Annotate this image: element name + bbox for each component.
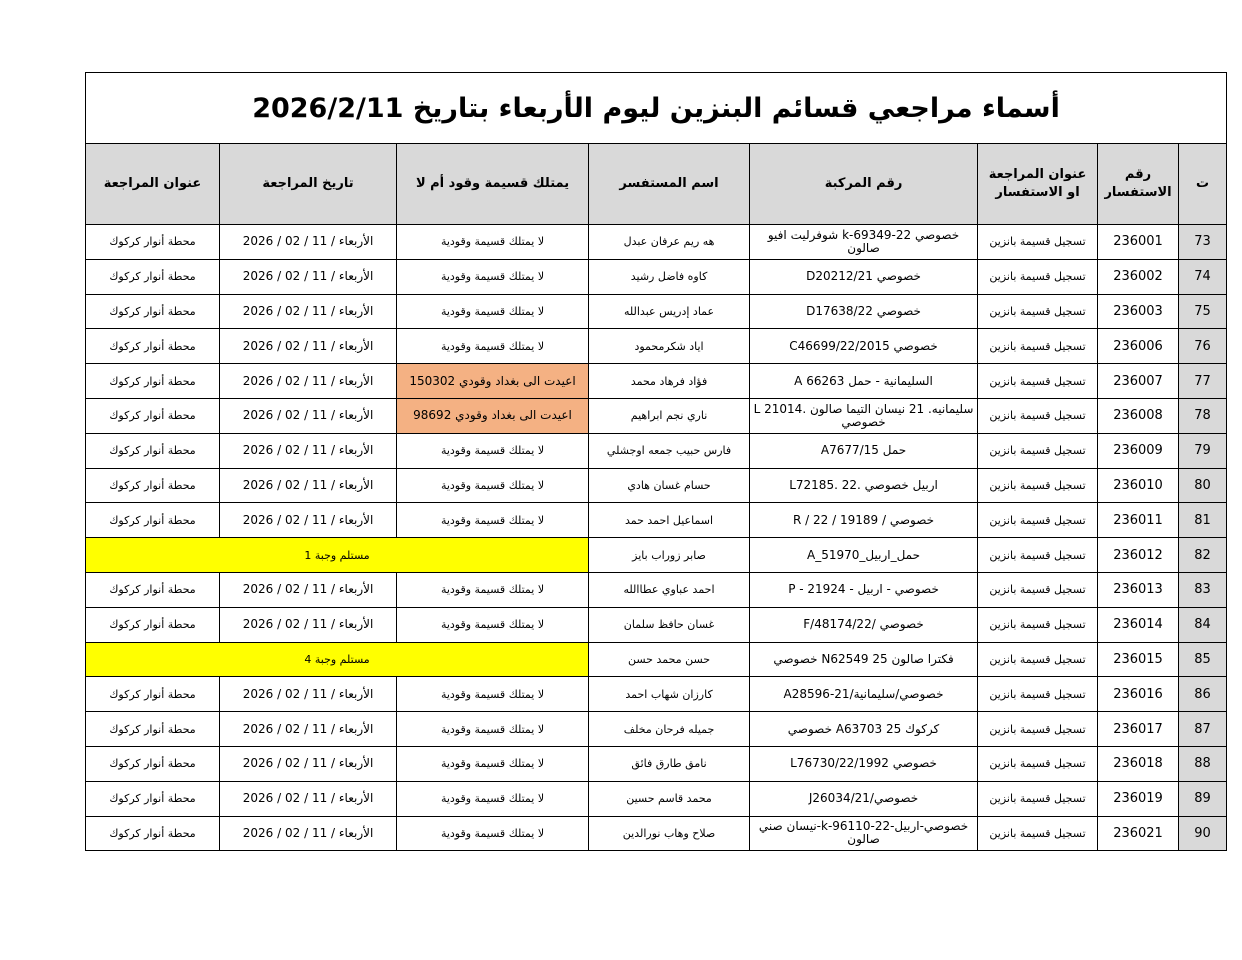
row-review-address: محطة أنوار كركوك xyxy=(86,259,220,294)
row-seq: 77 xyxy=(1179,364,1227,399)
row-review-title: تسجيل قسيمة بانزين xyxy=(978,746,1098,781)
header-vehicle-number: رقم المركبة xyxy=(750,144,978,225)
row-review-address: محطة أنوار كركوك xyxy=(86,781,220,816)
row-inquirer-name: ناري نجم ابراهيم xyxy=(589,398,750,433)
row-seq: 85 xyxy=(1179,642,1227,677)
table-row xyxy=(86,642,1227,677)
row-vehicle-number: خصوصي - اربيل - P - 21924 xyxy=(750,572,978,607)
row-review-date: الأربعاء / 11 / 02 / 2026 xyxy=(220,398,397,433)
row-inquiry-number: 236018 xyxy=(1098,746,1179,781)
row-review-date: الأربعاء / 11 / 02 / 2026 xyxy=(220,746,397,781)
table-row xyxy=(86,225,1227,260)
row-inquiry-number: 236002 xyxy=(1098,259,1179,294)
row-inquirer-name: محمد قاسم حسين xyxy=(589,781,750,816)
row-inquirer-name: عماد إدريس عبدالله xyxy=(589,294,750,329)
table-row xyxy=(86,329,1227,364)
row-coupon-status: اعيدت الى بغداد وقودي 98692 xyxy=(397,398,589,433)
row-inquirer-name: غسان حافظ سلمان xyxy=(589,607,750,642)
row-seq: 86 xyxy=(1179,677,1227,712)
row-review-title: تسجيل قسيمة بانزين xyxy=(978,225,1098,260)
table-row xyxy=(86,816,1227,851)
row-coupon-status: لا يمتلك قسيمة وقودية xyxy=(397,781,589,816)
row-coupon-status: لا يمتلك قسيمة وقودية xyxy=(397,329,589,364)
row-review-date: الأربعاء / 11 / 02 / 2026 xyxy=(220,816,397,851)
row-review-address: محطة أنوار كركوك xyxy=(86,468,220,503)
row-coupon-status: لا يمتلك قسيمة وقودية xyxy=(397,225,589,260)
row-review-address: محطة أنوار كركوك xyxy=(86,398,220,433)
row-review-title: تسجيل قسيمة بانزين xyxy=(978,538,1098,573)
row-review-address: محطة أنوار كركوك xyxy=(86,677,220,712)
table-row xyxy=(86,538,1227,573)
table-row xyxy=(86,259,1227,294)
row-inquiry-number: 236014 xyxy=(1098,607,1179,642)
row-inquirer-name: فؤاد فرهاد محمد xyxy=(589,364,750,399)
table-row xyxy=(86,433,1227,468)
row-inquirer-name: اياد شكرمحمود xyxy=(589,329,750,364)
row-seq: 88 xyxy=(1179,746,1227,781)
row-review-date: الأربعاء / 11 / 02 / 2026 xyxy=(220,677,397,712)
row-vehicle-number: كركوك 25 A63703 خصوصي xyxy=(750,712,978,747)
row-vehicle-number: السليمانية - حمل A 66263 xyxy=(750,364,978,399)
row-vehicle-number: خصوصي/سليمانية/21-A28596 xyxy=(750,677,978,712)
page-title: أسماء مراجعي قسائم البنزين ليوم الأربعاء بتاريخ 2026/2/11 xyxy=(86,73,1227,144)
row-review-date: الأربعاء / 11 / 02 / 2026 xyxy=(220,572,397,607)
row-review-date: الأربعاء / 11 / 02 / 2026 xyxy=(220,607,397,642)
row-review-title: تسجيل قسيمة بانزين xyxy=(978,816,1098,851)
row-vehicle-number: خصوصي D17638/22 xyxy=(750,294,978,329)
row-inquirer-name: اسماعيل احمد حمد xyxy=(589,503,750,538)
row-inquiry-number: 236013 xyxy=(1098,572,1179,607)
table-row xyxy=(86,468,1227,503)
row-review-address: محطة أنوار كركوك xyxy=(86,503,220,538)
row-inquirer-name: حسن محمد حسن xyxy=(589,642,750,677)
row-received-batch: مستلم وجبة 4 xyxy=(86,642,589,677)
row-inquiry-number: 236019 xyxy=(1098,781,1179,816)
row-coupon-status: لا يمتلك قسيمة وقودية xyxy=(397,259,589,294)
table-row xyxy=(86,294,1227,329)
header-review-address: عنوان المراجعة xyxy=(86,144,220,225)
row-coupon-status: لا يمتلك قسيمة وقودية xyxy=(397,468,589,503)
fuel-coupon-table xyxy=(85,72,1227,851)
row-coupon-status: لا يمتلك قسيمة وقودية xyxy=(397,607,589,642)
row-vehicle-number: حمل A7677/15 xyxy=(750,433,978,468)
row-inquirer-name: كاوه فاضل رشيد xyxy=(589,259,750,294)
table-row xyxy=(86,781,1227,816)
row-review-title: تسجيل قسيمة بانزين xyxy=(978,294,1098,329)
row-inquiry-number: 236007 xyxy=(1098,364,1179,399)
table-row xyxy=(86,572,1227,607)
row-inquirer-name: كارزان شهاب احمد xyxy=(589,677,750,712)
table-row xyxy=(86,677,1227,712)
row-coupon-status: لا يمتلك قسيمة وقودية xyxy=(397,503,589,538)
row-coupon-status: لا يمتلك قسيمة وقودية xyxy=(397,712,589,747)
row-review-address: محطة أنوار كركوك xyxy=(86,572,220,607)
row-review-title: تسجيل قسيمة بانزين xyxy=(978,781,1098,816)
row-review-address: محطة أنوار كركوك xyxy=(86,712,220,747)
row-vehicle-number: خصوصي L76730/22/1992 xyxy=(750,746,978,781)
row-inquirer-name: هه ريم عرفان عبدل xyxy=(589,225,750,260)
row-coupon-status: لا يمتلك قسيمة وقودية xyxy=(397,433,589,468)
row-review-title: تسجيل قسيمة بانزين xyxy=(978,677,1098,712)
row-vehicle-number: فكترا صالون 25 N62549 خصوصي xyxy=(750,642,978,677)
row-coupon-status: لا يمتلك قسيمة وقودية xyxy=(397,816,589,851)
row-review-date: الأربعاء / 11 / 02 / 2026 xyxy=(220,294,397,329)
row-coupon-status: لا يمتلك قسيمة وقودية xyxy=(397,746,589,781)
row-inquiry-number: 236003 xyxy=(1098,294,1179,329)
row-review-title: تسجيل قسيمة بانزين xyxy=(978,433,1098,468)
row-seq: 76 xyxy=(1179,329,1227,364)
row-vehicle-number: سليمانيه. 21 نيسان التيما صالون .L 21014 خصوصي xyxy=(750,398,978,433)
row-seq: 73 xyxy=(1179,225,1227,260)
table-body xyxy=(86,225,1227,851)
row-vehicle-number: حمل_اربيل_A_51970 xyxy=(750,538,978,573)
row-review-address: محطة أنوار كركوك xyxy=(86,294,220,329)
row-review-title: تسجيل قسيمة بانزين xyxy=(978,712,1098,747)
row-coupon-status: لا يمتلك قسيمة وقودية xyxy=(397,677,589,712)
row-review-address: محطة أنوار كركوك xyxy=(86,364,220,399)
row-review-date: الأربعاء / 11 / 02 / 2026 xyxy=(220,433,397,468)
row-coupon-status: لا يمتلك قسيمة وقودية xyxy=(397,294,589,329)
row-inquiry-number: 236017 xyxy=(1098,712,1179,747)
row-review-title: تسجيل قسيمة بانزين xyxy=(978,642,1098,677)
row-inquirer-name: احمد عباوي عطاالله xyxy=(589,572,750,607)
row-inquirer-name: صابر زوراب بايز xyxy=(589,538,750,573)
row-review-address: محطة أنوار كركوك xyxy=(86,746,220,781)
table-row xyxy=(86,398,1227,433)
row-received-batch: مستلم وجبة 1 xyxy=(86,538,589,573)
row-review-date: الأربعاء / 11 / 02 / 2026 xyxy=(220,781,397,816)
row-vehicle-number: خصوصي / 19189 / 22 / R xyxy=(750,503,978,538)
row-seq: 82 xyxy=(1179,538,1227,573)
row-vehicle-number: خصوصي/J26034/21 xyxy=(750,781,978,816)
row-vehicle-number: خصوصي-اربيل-22-96110-k-نيسان صني صالون xyxy=(750,816,978,851)
row-seq: 90 xyxy=(1179,816,1227,851)
header-seq: ت xyxy=(1179,144,1227,225)
table-row xyxy=(86,746,1227,781)
row-seq: 79 xyxy=(1179,433,1227,468)
row-inquiry-number: 236016 xyxy=(1098,677,1179,712)
row-review-date: الأربعاء / 11 / 02 / 2026 xyxy=(220,225,397,260)
row-review-title: تسجيل قسيمة بانزين xyxy=(978,364,1098,399)
row-review-title: تسجيل قسيمة بانزين xyxy=(978,572,1098,607)
header-row xyxy=(86,144,1227,225)
row-vehicle-number: خصوصي 22-69349-k شوفرليت افيو صالون xyxy=(750,225,978,260)
table-row xyxy=(86,712,1227,747)
row-seq: 78 xyxy=(1179,398,1227,433)
header-inquiry-number: رقم الاستفسار xyxy=(1098,144,1179,225)
row-review-address: محطة أنوار كركوك xyxy=(86,607,220,642)
row-inquirer-name: حسام غسان هادي xyxy=(589,468,750,503)
row-inquiry-number: 236008 xyxy=(1098,398,1179,433)
row-inquirer-name: نامق طارق فائق xyxy=(589,746,750,781)
row-inquirer-name: صلاح وهاب نورالدين xyxy=(589,816,750,851)
row-review-date: الأربعاء / 11 / 02 / 2026 xyxy=(220,329,397,364)
row-review-date: الأربعاء / 11 / 02 / 2026 xyxy=(220,468,397,503)
row-inquirer-name: جميله فرحان مخلف xyxy=(589,712,750,747)
header-review-date: تاريخ المراجعة xyxy=(220,144,397,225)
row-review-date: الأربعاء / 11 / 02 / 2026 xyxy=(220,503,397,538)
row-inquiry-number: 236009 xyxy=(1098,433,1179,468)
row-vehicle-number: اربيل خصوصي .22 .L72185 xyxy=(750,468,978,503)
row-review-title: تسجيل قسيمة بانزين xyxy=(978,503,1098,538)
row-seq: 87 xyxy=(1179,712,1227,747)
row-review-address: محطة أنوار كركوك xyxy=(86,433,220,468)
header-review-title: عنوان المراجعة او الاستفسار xyxy=(978,144,1098,225)
row-review-address: محطة أنوار كركوك xyxy=(86,816,220,851)
row-vehicle-number: خصوصي /48174/22/F xyxy=(750,607,978,642)
row-seq: 84 xyxy=(1179,607,1227,642)
row-coupon-status: اعيدت الى بغداد وقودي 150302 xyxy=(397,364,589,399)
row-inquirer-name: فارس حبيب جمعه اوجشلي xyxy=(589,433,750,468)
row-seq: 80 xyxy=(1179,468,1227,503)
row-seq: 74 xyxy=(1179,259,1227,294)
table-row xyxy=(86,503,1227,538)
row-inquiry-number: 236001 xyxy=(1098,225,1179,260)
row-inquiry-number: 236010 xyxy=(1098,468,1179,503)
row-review-address: محطة أنوار كركوك xyxy=(86,225,220,260)
header-inquirer-name: اسم المستفسر xyxy=(589,144,750,225)
table-row xyxy=(86,607,1227,642)
row-review-title: تسجيل قسيمة بانزين xyxy=(978,329,1098,364)
row-inquiry-number: 236011 xyxy=(1098,503,1179,538)
row-review-title: تسجيل قسيمة بانزين xyxy=(978,259,1098,294)
row-review-date: الأربعاء / 11 / 02 / 2026 xyxy=(220,364,397,399)
row-inquiry-number: 236006 xyxy=(1098,329,1179,364)
row-coupon-status: لا يمتلك قسيمة وقودية xyxy=(397,572,589,607)
row-seq: 89 xyxy=(1179,781,1227,816)
table-row xyxy=(86,364,1227,399)
row-review-date: الأربعاء / 11 / 02 / 2026 xyxy=(220,259,397,294)
row-review-title: تسجيل قسيمة بانزين xyxy=(978,468,1098,503)
row-seq: 83 xyxy=(1179,572,1227,607)
row-inquiry-number: 236021 xyxy=(1098,816,1179,851)
row-review-address: محطة أنوار كركوك xyxy=(86,329,220,364)
row-inquiry-number: 236015 xyxy=(1098,642,1179,677)
row-vehicle-number: خصوصي D20212/21 xyxy=(750,259,978,294)
row-review-date: الأربعاء / 11 / 02 / 2026 xyxy=(220,712,397,747)
row-vehicle-number: خصوصي C46699/22/2015 xyxy=(750,329,978,364)
row-review-title: تسجيل قسيمة بانزين xyxy=(978,398,1098,433)
row-seq: 75 xyxy=(1179,294,1227,329)
row-seq: 81 xyxy=(1179,503,1227,538)
header-has-coupon: يمتلك قسيمة وقود أم لا xyxy=(397,144,589,225)
row-inquiry-number: 236012 xyxy=(1098,538,1179,573)
row-review-title: تسجيل قسيمة بانزين xyxy=(978,607,1098,642)
